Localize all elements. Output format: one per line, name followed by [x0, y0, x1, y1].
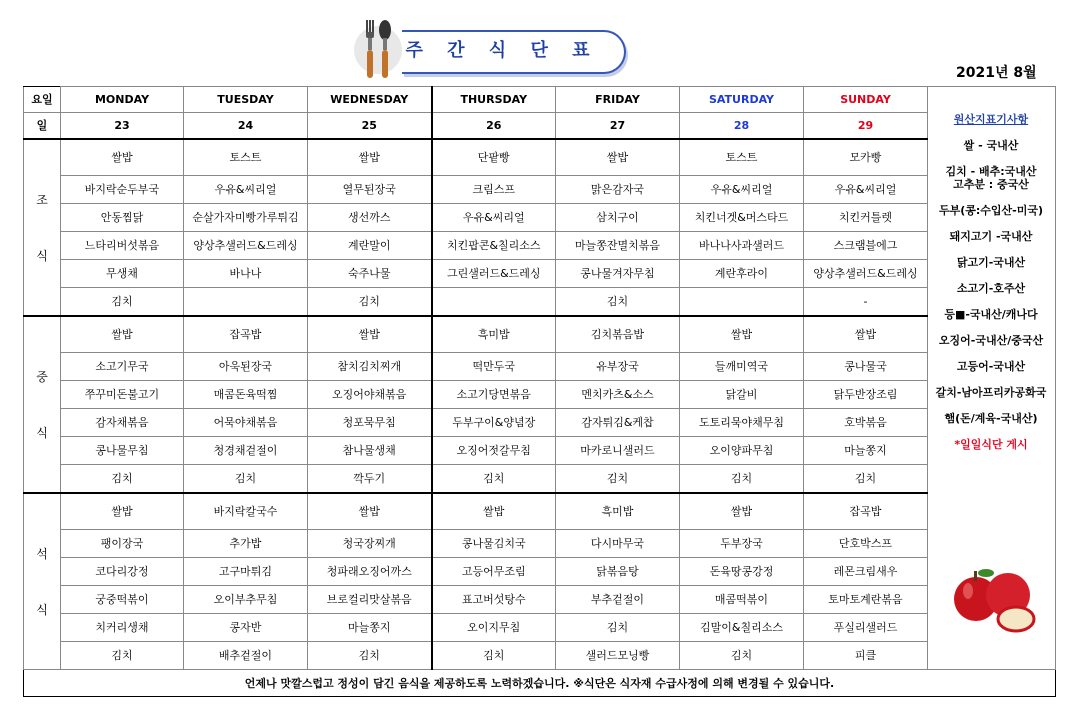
menu-cell: 쌀밥 — [308, 139, 432, 176]
day-name-wednesday: WEDNESDAY — [308, 87, 432, 113]
menu-row — [24, 204, 1056, 232]
menu-row — [24, 493, 1056, 530]
menu-cell: 양상추샐러드&드레싱 — [184, 232, 308, 260]
origin-panel — [928, 87, 1056, 670]
day-name-friday: FRIDAY — [556, 87, 680, 113]
menu-cell: 삼치구이 — [556, 204, 680, 232]
menu-cell: 토마토계란볶음 — [804, 586, 928, 614]
menu-cell: 쭈꾸미돈불고기 — [61, 381, 184, 409]
menu-cell: 토스트 — [680, 139, 804, 176]
menu-cell: 마늘쫑지 — [804, 437, 928, 465]
menu-cell: 코다리강정 — [61, 558, 184, 586]
menu-cell: 그린샐러드&드레싱 — [432, 260, 556, 288]
menu-cell: 오이부추무침 — [184, 586, 308, 614]
menu-cell: 마늘쫑지 — [308, 614, 432, 642]
menu-row — [24, 465, 1056, 494]
date-header-row — [24, 113, 1056, 140]
menu-cell: 고등어무조림 — [432, 558, 556, 586]
menu-cell: 쌀밥 — [61, 316, 184, 353]
origin-item: 고등어-국내산 — [956, 360, 1026, 373]
menu-cell: 김말이&칠리소스 — [680, 614, 804, 642]
origin-item: 두부(콩:수입산-미국) — [938, 204, 1044, 217]
menu-cell: 닭두반장조림 — [804, 381, 928, 409]
menu-cell — [432, 288, 556, 317]
day-date: 26 — [432, 113, 556, 140]
menu-cell: 콩나물무침 — [61, 437, 184, 465]
menu-cell: 도토리묵야채무침 — [680, 409, 804, 437]
menu-cell: 참나물생채 — [308, 437, 432, 465]
origin-item: 소고기-호주산 — [956, 282, 1026, 295]
menu-cell: 느타리버섯볶음 — [61, 232, 184, 260]
menu-cell: 쌀밥 — [556, 139, 680, 176]
menu-cell: 치킨팝콘&칠리소스 — [432, 232, 556, 260]
menu-cell: 바나나 — [184, 260, 308, 288]
menu-cell: 김치 — [308, 642, 432, 670]
menu-row — [24, 139, 1056, 176]
day-label: 요일 — [24, 87, 61, 113]
menu-cell: 크림스프 — [432, 176, 556, 204]
menu-cell: 매콤돈육떡찜 — [184, 381, 308, 409]
menu-cell: 아욱된장국 — [184, 353, 308, 381]
menu-cell: - — [804, 288, 928, 317]
menu-cell: 무생채 — [61, 260, 184, 288]
menu-row — [24, 176, 1056, 204]
meal-label: 석 식 — [24, 493, 61, 670]
menu-cell: 쌀밥 — [680, 493, 804, 530]
origin-item: 갈치-남아프리카공화국 — [935, 386, 1047, 399]
menu-row — [24, 530, 1056, 558]
menu-cell: 맑은감자국 — [556, 176, 680, 204]
menu-cell: 닭볶음탕 — [556, 558, 680, 586]
daily-menu-notice: *일일식단 게시 — [954, 438, 1028, 451]
menu-cell: 김치 — [680, 642, 804, 670]
menu-cell: 깍두기 — [308, 465, 432, 494]
origin-title: 원산지표기사항 — [953, 113, 1029, 126]
day-date: 28 — [680, 113, 804, 140]
menu-cell: 생선까스 — [308, 204, 432, 232]
menu-cell — [680, 288, 804, 317]
menu-cell: 쌀밥 — [432, 493, 556, 530]
menu-cell: 소고기당면볶음 — [432, 381, 556, 409]
menu-cell: 쌀밥 — [680, 316, 804, 353]
menu-cell: 마카로니샐러드 — [556, 437, 680, 465]
menu-cell: 우유&씨리얼 — [432, 204, 556, 232]
menu-cell: 콩나물겨자무침 — [556, 260, 680, 288]
menu-cell: 흑미밥 — [556, 493, 680, 530]
menu-month: 2021년 8월 — [956, 65, 1037, 81]
menu-cell: 콩나물김치국 — [432, 530, 556, 558]
menu-cell: 감자튀김&케찹 — [556, 409, 680, 437]
menu-cell: 계란말이 — [308, 232, 432, 260]
menu-cell: 안동찜닭 — [61, 204, 184, 232]
origin-item: 오징어-국내산/중국산 — [938, 334, 1044, 347]
day-name-monday: MONDAY — [61, 87, 184, 113]
menu-cell: 치커리생채 — [61, 614, 184, 642]
menu-cell: 표고버섯탕수 — [432, 586, 556, 614]
origin-item: 등■-국내산/캐나다 — [944, 308, 1038, 321]
meal-label: 조 식 — [24, 139, 61, 316]
menu-cell: 김치 — [308, 288, 432, 317]
menu-cell: 팽이장국 — [61, 530, 184, 558]
menu-row — [24, 381, 1056, 409]
menu-cell: 오징어젓갈무침 — [432, 437, 556, 465]
menu-cell: 잡곡밥 — [804, 493, 928, 530]
day-name-tuesday: TUESDAY — [184, 87, 308, 113]
footer-row — [24, 670, 1056, 697]
page-header — [0, 0, 1080, 86]
menu-cell: 추가밥 — [184, 530, 308, 558]
menu-cell: 콩자반 — [184, 614, 308, 642]
weekly-menu-table — [23, 86, 1056, 697]
menu-cell: 레몬크림새우 — [804, 558, 928, 586]
menu-cell: 쌀밥 — [804, 316, 928, 353]
origin-item: 햄(돈/계육-국내산) — [944, 412, 1038, 425]
footer-notice: 언제나 맛깔스럽고 정성이 담긴 음식을 제공하도록 노력하겠습니다. ※식단은 식자재 수급사정에 의해 변경될 수 있습니다. — [24, 670, 1056, 697]
menu-cell: 열무된장국 — [308, 176, 432, 204]
menu-cell: 단팥빵 — [432, 139, 556, 176]
menu-cell: 오징어야채볶음 — [308, 381, 432, 409]
apple-icon — [946, 563, 1042, 635]
menu-cell: 유부장국 — [556, 353, 680, 381]
menu-cell: 김치 — [432, 465, 556, 494]
day-header-row — [24, 87, 1056, 113]
menu-cell: 김치볶음밥 — [556, 316, 680, 353]
origin-item: 김치 - 배추:국내산 고추분 : 중국산 — [945, 165, 1037, 191]
menu-cell: 청포묵무침 — [308, 409, 432, 437]
menu-cell: 바나나사과샐러드 — [680, 232, 804, 260]
menu-cell: 매콤떡볶이 — [680, 586, 804, 614]
menu-cell: 닭갈비 — [680, 381, 804, 409]
menu-cell: 궁중떡볶이 — [61, 586, 184, 614]
date-label: 일 — [24, 113, 61, 140]
menu-cell: 어묵야채볶음 — [184, 409, 308, 437]
menu-row — [24, 614, 1056, 642]
menu-cell: 김치 — [61, 642, 184, 670]
menu-cell: 소고기무국 — [61, 353, 184, 381]
menu-cell: 참치김치찌개 — [308, 353, 432, 381]
menu-cell: 단호박스프 — [804, 530, 928, 558]
menu-cell: 치킨너겟&머스타드 — [680, 204, 804, 232]
menu-cell: 돈육땅콩강정 — [680, 558, 804, 586]
menu-cell: 김치 — [184, 465, 308, 494]
menu-cell: 바지락순두부국 — [61, 176, 184, 204]
meal-label: 중 식 — [24, 316, 61, 493]
day-date: 24 — [184, 113, 308, 140]
menu-cell: 쌀밥 — [61, 139, 184, 176]
menu-cell: 멘치카츠&소스 — [556, 381, 680, 409]
day-date: 27 — [556, 113, 680, 140]
page-title: 주 간 식 단 표 — [405, 40, 599, 61]
menu-cell: 스크램블에그 — [804, 232, 928, 260]
menu-cell: 계란후라이 — [680, 260, 804, 288]
menu-row — [24, 437, 1056, 465]
menu-row — [24, 409, 1056, 437]
origin-item: 쌀 - 국내산 — [963, 139, 1019, 152]
menu-cell: 김치 — [680, 465, 804, 494]
menu-cell: 김치 — [556, 288, 680, 317]
menu-cell: 김치 — [804, 465, 928, 494]
menu-cell: 바지락칼국수 — [184, 493, 308, 530]
menu-cell: 두부구이&양념장 — [432, 409, 556, 437]
menu-cell: 두부장국 — [680, 530, 804, 558]
day-date: 25 — [308, 113, 432, 140]
menu-cell: 콩나물국 — [804, 353, 928, 381]
menu-row — [24, 586, 1056, 614]
day-date: 23 — [61, 113, 184, 140]
menu-cell: 다시마무국 — [556, 530, 680, 558]
menu-cell: 김치 — [61, 465, 184, 494]
menu-row — [24, 316, 1056, 353]
menu-cell: 치킨커틀렛 — [804, 204, 928, 232]
menu-cell: 들깨미역국 — [680, 353, 804, 381]
menu-row — [24, 260, 1056, 288]
menu-cell: 순살가자미빵가루튀김 — [184, 204, 308, 232]
menu-cell: 청파래오징어까스 — [308, 558, 432, 586]
menu-cell: 고구마튀김 — [184, 558, 308, 586]
menu-cell: 김치 — [432, 642, 556, 670]
menu-row — [24, 558, 1056, 586]
day-name-thursday: THURSDAY — [432, 87, 556, 113]
menu-cell: 감자채볶음 — [61, 409, 184, 437]
menu-cell: 잡곡밥 — [184, 316, 308, 353]
day-name-saturday: SATURDAY — [680, 87, 804, 113]
menu-cell: 호박볶음 — [804, 409, 928, 437]
menu-cell — [184, 288, 308, 317]
menu-cell: 토스트 — [184, 139, 308, 176]
origin-item: 닭고기-국내산 — [956, 256, 1026, 269]
menu-cell: 김치 — [556, 614, 680, 642]
menu-cell: 숙주나물 — [308, 260, 432, 288]
menu-cell: 쌀밥 — [308, 493, 432, 530]
menu-cell: 오이지무침 — [432, 614, 556, 642]
day-date: 29 — [804, 113, 928, 140]
menu-cell: 김치 — [61, 288, 184, 317]
menu-cell: 배추겉절이 — [184, 642, 308, 670]
menu-cell: 푸실리샐러드 — [804, 614, 928, 642]
menu-row — [24, 353, 1056, 381]
fork-spoon-icon — [350, 14, 406, 80]
menu-cell: 모카빵 — [804, 139, 928, 176]
menu-cell: 쌀밥 — [61, 493, 184, 530]
menu-cell: 부추겉절이 — [556, 586, 680, 614]
day-name-sunday: SUNDAY — [804, 87, 928, 113]
menu-row — [24, 288, 1056, 317]
menu-cell: 마늘쫑잔멸치볶음 — [556, 232, 680, 260]
menu-cell: 쌀밥 — [308, 316, 432, 353]
menu-cell: 우유&씨리얼 — [184, 176, 308, 204]
menu-cell: 샐러드모닝빵 — [556, 642, 680, 670]
menu-row — [24, 642, 1056, 670]
menu-cell: 브로컬리맛살볶음 — [308, 586, 432, 614]
menu-cell: 떡만두국 — [432, 353, 556, 381]
menu-cell: 양상추샐러드&드레싱 — [804, 260, 928, 288]
menu-cell: 우유&씨리얼 — [680, 176, 804, 204]
menu-cell: 청국장찌개 — [308, 530, 432, 558]
menu-cell: 청경채겉절이 — [184, 437, 308, 465]
menu-cell: 오이양파무침 — [680, 437, 804, 465]
menu-cell: 우유&씨리얼 — [804, 176, 928, 204]
menu-row — [24, 232, 1056, 260]
origin-item: 돼지고기 -국내산 — [949, 230, 1033, 243]
menu-cell: 피클 — [804, 642, 928, 670]
menu-cell: 흑미밥 — [432, 316, 556, 353]
menu-cell: 김치 — [556, 465, 680, 494]
